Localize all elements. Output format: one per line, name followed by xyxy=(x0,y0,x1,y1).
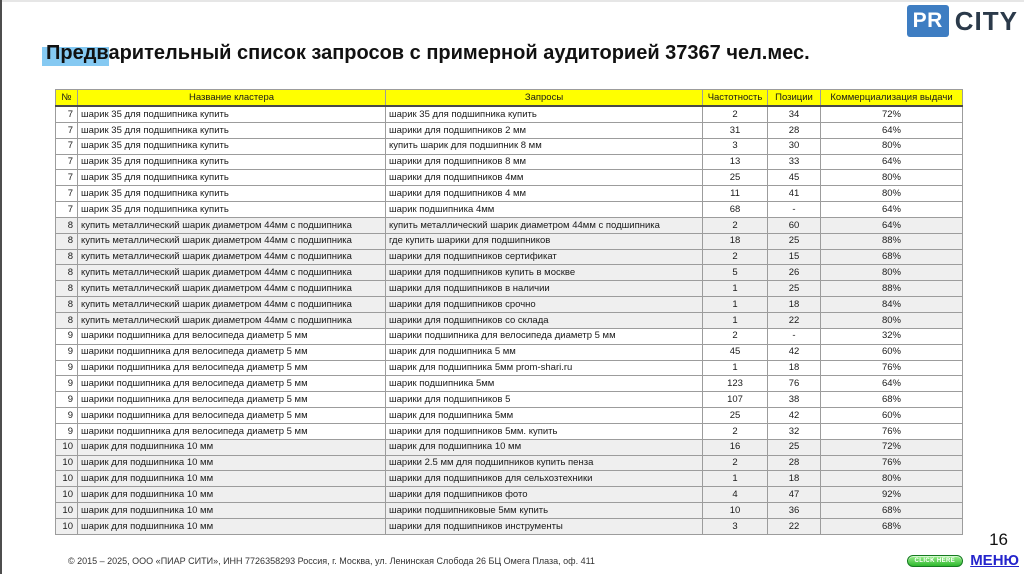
commercialization-value: 80% xyxy=(821,138,963,154)
commercialization-value: 88% xyxy=(821,281,963,297)
cluster-name: шарики подшипника для велосипеда диаметр 5 мм xyxy=(78,423,386,439)
row-num: 7 xyxy=(56,186,78,202)
position-value: 42 xyxy=(768,408,821,424)
table-row xyxy=(56,455,963,471)
cluster-name: шарик для подшипника 10 мм xyxy=(78,439,386,455)
query-text: шарики для подшипников для сельхозтехники xyxy=(386,471,703,487)
row-num: 10 xyxy=(56,518,78,534)
top-edge-divider xyxy=(0,0,1024,2)
cluster-name: шарик для подшипника 10 мм xyxy=(78,487,386,503)
frequency-value: 5 xyxy=(703,265,768,281)
query-text: шарик 35 для подшипника купить xyxy=(386,106,703,122)
frequency-value: 18 xyxy=(703,233,768,249)
footer-nav xyxy=(907,552,1019,569)
position-value: 34 xyxy=(768,106,821,122)
table-row xyxy=(56,106,963,122)
commercialization-value: 72% xyxy=(821,439,963,455)
header-cluster: Название кластера xyxy=(78,90,386,107)
logo-city-text: CITY xyxy=(954,5,1018,36)
cluster-name: шарик 35 для подшипника купить xyxy=(78,106,386,122)
query-text: шарик подшипника 4мм xyxy=(386,202,703,218)
query-text: шарики для подшипников со склада xyxy=(386,312,703,328)
query-text: шарики для подшипников срочно xyxy=(386,297,703,313)
logo-pr-badge: PR xyxy=(907,5,949,37)
frequency-value: 10 xyxy=(703,503,768,519)
table-row xyxy=(56,487,963,503)
position-value: 30 xyxy=(768,138,821,154)
position-value: - xyxy=(768,202,821,218)
row-num: 10 xyxy=(56,503,78,519)
commercialization-value: 32% xyxy=(821,328,963,344)
position-value: 33 xyxy=(768,154,821,170)
frequency-value: 2 xyxy=(703,455,768,471)
cluster-name: шарики подшипника для велосипеда диаметр 5 мм xyxy=(78,392,386,408)
cluster-name: шарики подшипника для велосипеда диаметр 5 мм xyxy=(78,408,386,424)
query-text: шарики 2.5 мм для подшипников купить пенза xyxy=(386,455,703,471)
page-title: Предварительный список запросов с примерной аудиторией 37367 чел.мес. xyxy=(46,42,810,64)
commercialization-value: 64% xyxy=(821,154,963,170)
cluster-name: шарик 35 для подшипника купить xyxy=(78,186,386,202)
table-body xyxy=(56,106,963,534)
row-num: 9 xyxy=(56,376,78,392)
row-num: 8 xyxy=(56,297,78,313)
table-row xyxy=(56,154,963,170)
row-num: 10 xyxy=(56,439,78,455)
query-text: шарики для подшипников 8 мм xyxy=(386,154,703,170)
menu-link[interactable]: МЕНЮ xyxy=(970,552,1019,569)
header-commercialization: Коммерциализация выдачи xyxy=(821,90,963,107)
position-value: 25 xyxy=(768,439,821,455)
frequency-value: 25 xyxy=(703,408,768,424)
query-text: шарики для подшипников 4 мм xyxy=(386,186,703,202)
table-row xyxy=(56,360,963,376)
commercialization-value: 76% xyxy=(821,423,963,439)
row-num: 9 xyxy=(56,423,78,439)
frequency-value: 1 xyxy=(703,471,768,487)
header-frequency: Частотность xyxy=(703,90,768,107)
cluster-name: шарики подшипника для велосипеда диаметр 5 мм xyxy=(78,344,386,360)
frequency-value: 2 xyxy=(703,217,768,233)
table-row xyxy=(56,138,963,154)
cluster-name: шарики подшипника для велосипеда диаметр 5 мм xyxy=(78,328,386,344)
position-value: 22 xyxy=(768,312,821,328)
commercialization-value: 64% xyxy=(821,202,963,218)
table-row xyxy=(56,344,963,360)
pr-city-logo xyxy=(907,5,1018,37)
position-value: 22 xyxy=(768,518,821,534)
cluster-name: купить металлический шарик диаметром 44мм с подшипника xyxy=(78,249,386,265)
row-num: 8 xyxy=(56,312,78,328)
frequency-value: 2 xyxy=(703,423,768,439)
table-row xyxy=(56,376,963,392)
header-positions: Позиции xyxy=(768,90,821,107)
header-num: № xyxy=(56,90,78,107)
cluster-name: шарик 35 для подшипника купить xyxy=(78,170,386,186)
query-text: шарики для подшипников 2 мм xyxy=(386,122,703,138)
commercialization-value: 68% xyxy=(821,249,963,265)
table-row xyxy=(56,392,963,408)
commercialization-value: 64% xyxy=(821,376,963,392)
row-num: 9 xyxy=(56,392,78,408)
row-num: 7 xyxy=(56,170,78,186)
row-num: 7 xyxy=(56,202,78,218)
query-text: шарики для подшипников 5 xyxy=(386,392,703,408)
frequency-value: 123 xyxy=(703,376,768,392)
frequency-value: 2 xyxy=(703,249,768,265)
commercialization-value: 68% xyxy=(821,392,963,408)
position-value: 32 xyxy=(768,423,821,439)
table-row xyxy=(56,471,963,487)
table-row xyxy=(56,233,963,249)
cluster-name: шарик 35 для подшипника купить xyxy=(78,122,386,138)
frequency-value: 68 xyxy=(703,202,768,218)
query-text: шарики для подшипников 4мм xyxy=(386,170,703,186)
position-value: 18 xyxy=(768,360,821,376)
query-text: шарики для подшипников фото xyxy=(386,487,703,503)
commercialization-value: 76% xyxy=(821,455,963,471)
commercialization-value: 80% xyxy=(821,312,963,328)
row-num: 9 xyxy=(56,328,78,344)
query-text: шарики для подшипников сертификат xyxy=(386,249,703,265)
table-row xyxy=(56,408,963,424)
left-edge-divider xyxy=(0,0,2,574)
table-row xyxy=(56,423,963,439)
row-num: 8 xyxy=(56,249,78,265)
row-num: 10 xyxy=(56,471,78,487)
frequency-value: 1 xyxy=(703,312,768,328)
table-row xyxy=(56,265,963,281)
cluster-name: купить металлический шарик диаметром 44мм с подшипника xyxy=(78,265,386,281)
commercialization-value: 80% xyxy=(821,170,963,186)
frequency-value: 13 xyxy=(703,154,768,170)
commercialization-value: 80% xyxy=(821,265,963,281)
commercialization-value: 64% xyxy=(821,122,963,138)
cluster-name: шарик для подшипника 10 мм xyxy=(78,503,386,519)
commercialization-value: 60% xyxy=(821,344,963,360)
position-value: 36 xyxy=(768,503,821,519)
row-num: 7 xyxy=(56,106,78,122)
row-num: 10 xyxy=(56,487,78,503)
frequency-value: 16 xyxy=(703,439,768,455)
queries-table xyxy=(55,89,963,535)
commercialization-value: 92% xyxy=(821,487,963,503)
position-value: 47 xyxy=(768,487,821,503)
table-row xyxy=(56,328,963,344)
query-text: шарик для подшипника 5мм xyxy=(386,408,703,424)
cluster-name: шарик 35 для подшипника купить xyxy=(78,138,386,154)
table-row xyxy=(56,439,963,455)
table-row xyxy=(56,297,963,313)
row-num: 7 xyxy=(56,138,78,154)
frequency-value: 3 xyxy=(703,138,768,154)
cluster-name: шарик для подшипника 10 мм xyxy=(78,471,386,487)
table-row xyxy=(56,170,963,186)
cluster-name: шарик 35 для подшипника купить xyxy=(78,154,386,170)
commercialization-value: 76% xyxy=(821,360,963,376)
commercialization-value: 80% xyxy=(821,186,963,202)
cluster-name: купить металлический шарик диаметром 44мм с подшипника xyxy=(78,281,386,297)
cluster-name: купить металлический шарик диаметром 44мм с подшипника xyxy=(78,297,386,313)
row-num: 10 xyxy=(56,455,78,471)
commercialization-value: 64% xyxy=(821,217,963,233)
table-row xyxy=(56,281,963,297)
query-text: купить металлический шарик диаметром 44мм с подшипника xyxy=(386,217,703,233)
query-text: шарики подшипниковые 5мм купить xyxy=(386,503,703,519)
position-value: 15 xyxy=(768,249,821,265)
table-row xyxy=(56,217,963,233)
position-value: 28 xyxy=(768,122,821,138)
table-row xyxy=(56,312,963,328)
table-row xyxy=(56,249,963,265)
commercialization-value: 72% xyxy=(821,106,963,122)
frequency-value: 2 xyxy=(703,328,768,344)
table-row xyxy=(56,186,963,202)
table-row xyxy=(56,202,963,218)
page-number: 16 xyxy=(989,530,1008,549)
commercialization-value: 68% xyxy=(821,503,963,519)
commercialization-value: 68% xyxy=(821,518,963,534)
query-text: шарик подшипника 5мм xyxy=(386,376,703,392)
position-value: 26 xyxy=(768,265,821,281)
commercialization-value: 60% xyxy=(821,408,963,424)
row-num: 8 xyxy=(56,233,78,249)
position-value: 18 xyxy=(768,471,821,487)
position-value: 76 xyxy=(768,376,821,392)
frequency-value: 45 xyxy=(703,344,768,360)
queries-table-wrap xyxy=(55,89,963,535)
row-num: 8 xyxy=(56,217,78,233)
query-text: шарик для подшипника 5мм prom-shari.ru xyxy=(386,360,703,376)
commercialization-value: 88% xyxy=(821,233,963,249)
commercialization-value: 80% xyxy=(821,471,963,487)
query-text: купить шарик для подшипник 8 мм xyxy=(386,138,703,154)
query-text: шарики для подшипников 5мм. купить xyxy=(386,423,703,439)
query-text: шарики для подшипников инструменты xyxy=(386,518,703,534)
position-value: 18 xyxy=(768,297,821,313)
frequency-value: 1 xyxy=(703,297,768,313)
row-num: 7 xyxy=(56,122,78,138)
commercialization-value: 84% xyxy=(821,297,963,313)
frequency-value: 3 xyxy=(703,518,768,534)
row-num: 8 xyxy=(56,281,78,297)
table-header-row xyxy=(56,90,963,107)
table-row xyxy=(56,503,963,519)
position-value: 60 xyxy=(768,217,821,233)
click-here-button[interactable]: CLICK HERE xyxy=(907,555,964,567)
cluster-name: купить металлический шарик диаметром 44мм с подшипника xyxy=(78,312,386,328)
frequency-value: 11 xyxy=(703,186,768,202)
position-value: 42 xyxy=(768,344,821,360)
frequency-value: 107 xyxy=(703,392,768,408)
copyright-text: © 2015 – 2025, ООО «ПИАР СИТИ», ИНН 7726358293 Россия, г. Москва, ул. Ленинская Слобода 26 БЦ Омега Плаза, оф. 411 xyxy=(68,556,595,566)
header-queries: Запросы xyxy=(386,90,703,107)
query-text: шарик для подшипника 5 мм xyxy=(386,344,703,360)
row-num: 8 xyxy=(56,265,78,281)
frequency-value: 1 xyxy=(703,281,768,297)
row-num: 9 xyxy=(56,344,78,360)
cluster-name: купить металлический шарик диаметром 44мм с подшипника xyxy=(78,217,386,233)
cluster-name: шарик для подшипника 10 мм xyxy=(78,455,386,471)
position-value: 28 xyxy=(768,455,821,471)
frequency-value: 4 xyxy=(703,487,768,503)
position-value: 25 xyxy=(768,233,821,249)
position-value: 38 xyxy=(768,392,821,408)
frequency-value: 2 xyxy=(703,106,768,122)
cluster-name: шарики подшипника для велосипеда диаметр 5 мм xyxy=(78,376,386,392)
query-text: шарики для подшипников в наличии xyxy=(386,281,703,297)
table-row xyxy=(56,122,963,138)
cluster-name: шарик для подшипника 10 мм xyxy=(78,518,386,534)
position-value: 25 xyxy=(768,281,821,297)
table-row xyxy=(56,518,963,534)
query-text: шарик для подшипника 10 мм xyxy=(386,439,703,455)
row-num: 9 xyxy=(56,360,78,376)
frequency-value: 1 xyxy=(703,360,768,376)
frequency-value: 31 xyxy=(703,122,768,138)
position-value: 45 xyxy=(768,170,821,186)
row-num: 9 xyxy=(56,408,78,424)
cluster-name: шарики подшипника для велосипеда диаметр 5 мм xyxy=(78,360,386,376)
query-text: шарики для подшипников купить в москве xyxy=(386,265,703,281)
frequency-value: 25 xyxy=(703,170,768,186)
cluster-name: купить металлический шарик диаметром 44мм с подшипника xyxy=(78,233,386,249)
query-text: где купить шарики для подшипников xyxy=(386,233,703,249)
position-value: - xyxy=(768,328,821,344)
position-value: 41 xyxy=(768,186,821,202)
query-text: шарики подшипника для велосипеда диаметр 5 мм xyxy=(386,328,703,344)
cluster-name: шарик 35 для подшипника купить xyxy=(78,202,386,218)
row-num: 7 xyxy=(56,154,78,170)
